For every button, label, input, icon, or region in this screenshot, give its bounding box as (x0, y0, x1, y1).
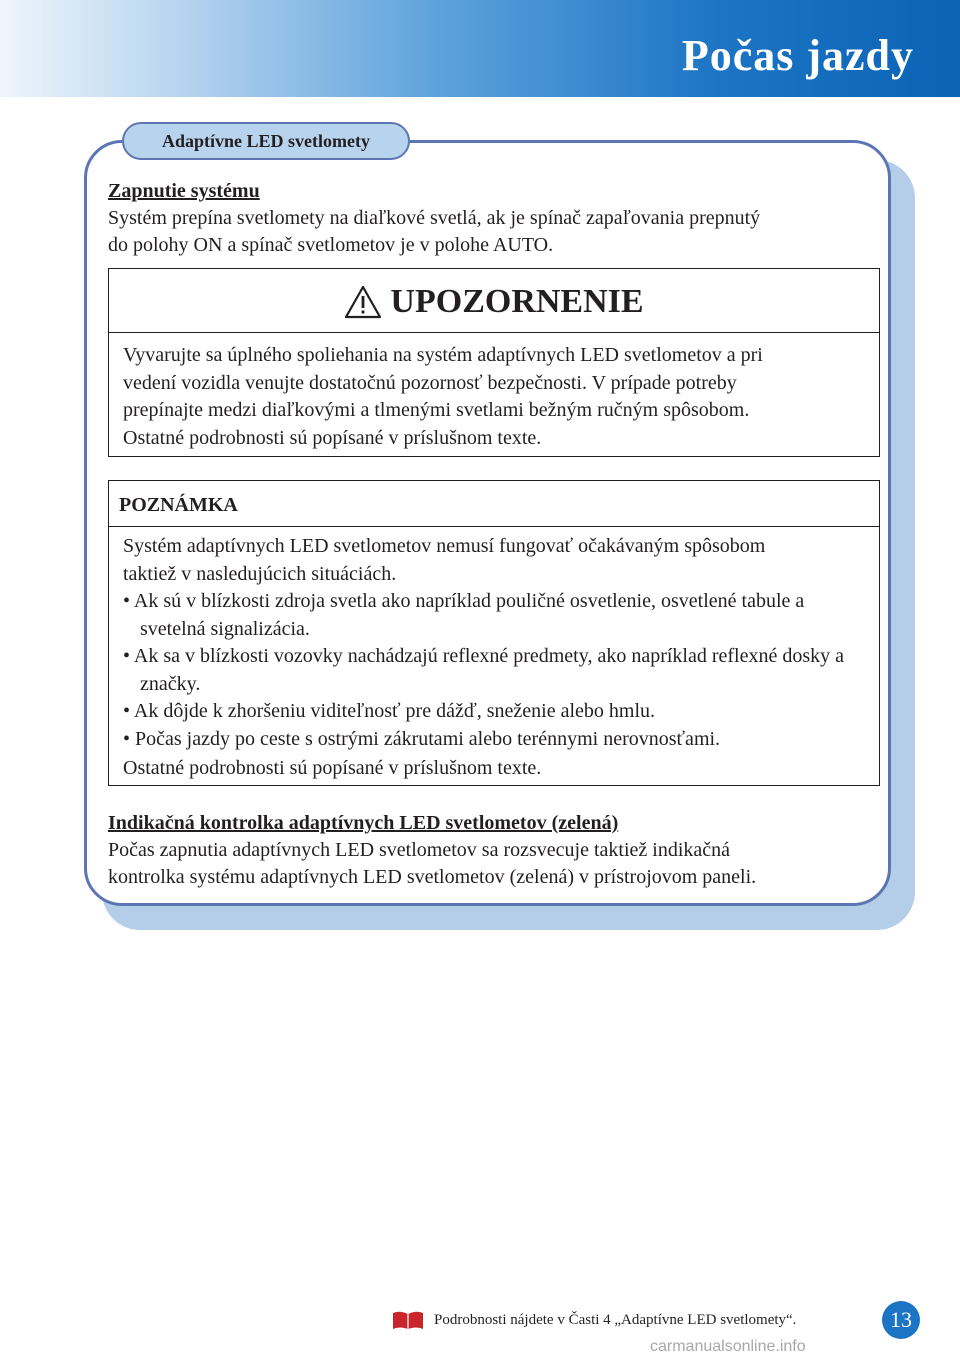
warning-line: vedení vozidla venujte dostatočnú pozornosť bezpečnosti. V prípade potreby (123, 371, 737, 394)
note-outro: Ostatné podrobnosti sú popísané v príslušnom texte. (123, 757, 542, 779)
watermark: carmanualsonline.info (650, 1338, 806, 1355)
footer-reference (392, 1309, 796, 1331)
activation-line: Systém prepína svetlomety na diaľkové svetlá, ak je spínač zapaľovania prepnutý (108, 207, 761, 229)
warning-body (123, 342, 865, 452)
warning-divider (109, 332, 879, 333)
activation-line: do polohy ON a spínač svetlometov je v polohe AUTO. (108, 234, 554, 256)
indicator-heading: Indikačná kontrolka adaptívnych LED svetlometov (zelená) (108, 812, 619, 834)
note-body (123, 533, 865, 783)
note-divider (109, 526, 879, 527)
note-bullet: • Ak dôjde k zhoršeniu viditeľnosť pre dážď, sneženie alebo hmlu. (123, 700, 656, 722)
warning-line: Ostatné podrobnosti sú popísané v príslušnom texte. (123, 426, 542, 449)
warning-triangle-icon (344, 285, 382, 319)
note-bullet: • Ak sa v blízkosti vozovky nachádzajú reflexné predmety, ako napríklad reflexné dosky a značky. (123, 645, 845, 695)
book-icon (392, 1310, 424, 1330)
warning-line: Vyvarujte sa úplného spoliehania na systém adaptívnych LED svetlometov a pri (123, 344, 763, 366)
warning-title (109, 277, 879, 327)
footer-reference-text: Podrobnosti nájdete v Časti 4 „Adaptívne LED svetlomety“. (434, 1311, 797, 1328)
page-number: 13 (882, 1301, 920, 1339)
activation-heading: Zapnutie systému (108, 180, 260, 202)
note-bullet: • Počas jazdy po ceste s ostrými zákrutami alebo terénnymi nerovnosťami. (123, 727, 721, 750)
note-intro-line: taktiež v nasledujúcich situáciách. (123, 562, 397, 585)
indicator-line: Počas zapnutia adaptívnych LED svetlometov sa rozsvecuje taktiež indikačná (108, 839, 731, 861)
note-title: POZNÁMKA (119, 494, 238, 516)
page-title: Počas jazdy (681, 31, 914, 80)
warning-line: prepínajte medzi diaľkovými a tlmenými svetlami bežným ručným spôsobom. (123, 399, 750, 421)
section-tab: Adaptívne LED svetlomety (122, 122, 410, 160)
note-box (108, 480, 880, 786)
note-intro-line: Systém adaptívnych LED svetlometov nemusí fungovať očakávaným spôsobom (123, 535, 766, 557)
note-bullet: • Ak sú v blízkosti zdroja svetla ako napríklad pouličné osvetlenie, osvetlené tabule a svetelná signalizácia. (123, 590, 805, 640)
warning-box (108, 268, 880, 457)
warning-title-text: UPOZORNENIE (390, 283, 644, 320)
indicator-line: kontrolka systému adaptívnych LED svetlometov (zelená) v prístrojovom paneli. (108, 866, 757, 888)
